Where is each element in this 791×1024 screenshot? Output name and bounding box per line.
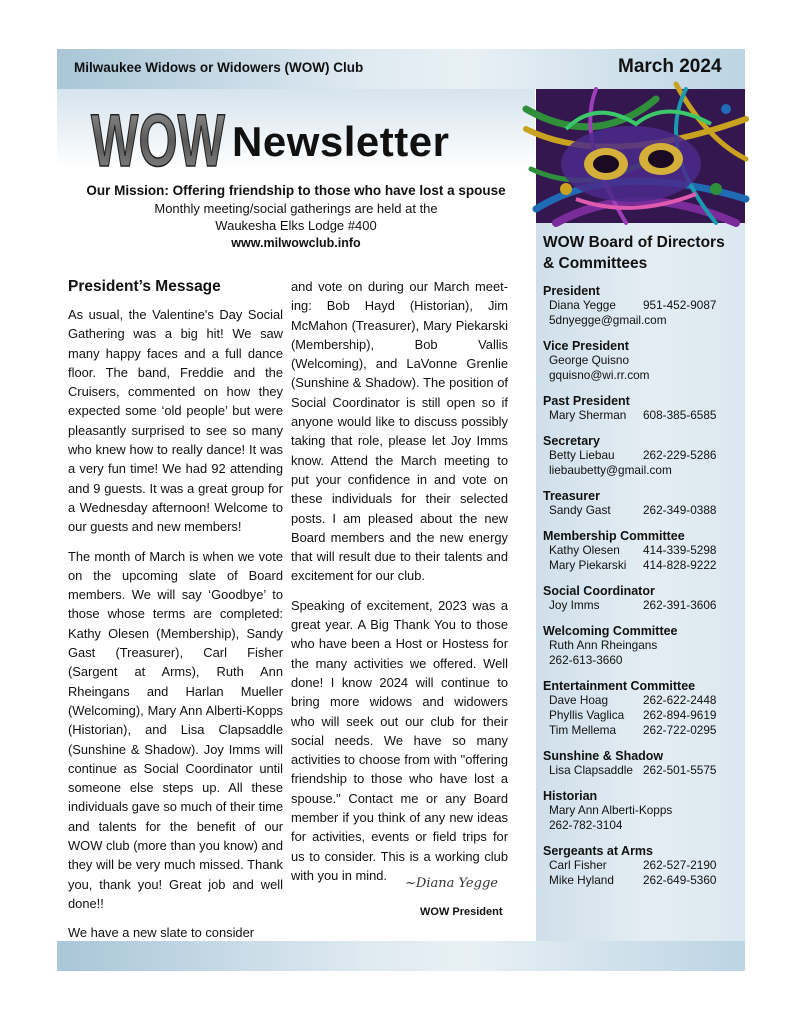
member-phone: 262-501-5575 xyxy=(643,763,717,777)
member-name: Lisa Clapsaddle xyxy=(549,763,633,777)
member-phone: 951-452-9087 xyxy=(643,298,717,312)
wow-logo xyxy=(90,99,226,182)
member-name: Phyllis Vaglica xyxy=(549,708,625,722)
board-member xyxy=(543,463,743,478)
member-name: Dave Hoag xyxy=(549,693,609,707)
article-paragraph: The month of March is when we vote on the upcoming slate of Board members. We will say ‘Goodbye’ to those whose terms are completed: Kathy Olesen (Membership), Sandy Gast (Treasurer), Carl Fisher (Sargent at Arms), Ruth Ann Rheingans and Harlan Mueller (Welcoming), Mary Ann Alberti-Kopps (Historian), and Lisa Clapsaddle (Sunshine & Shadow). Joy Imms will continue as Social Coordinator until someone else steps up. All these individuals gave so much of their time and talents for the benefit of our WOW club (more than you know) and they will be very much missed. Thank you, thank you! Great job and well done!! xyxy=(68,548,283,911)
board-role: Entertainment Committee xyxy=(543,679,696,693)
meeting-line-2: Waukesha Elks Lodge #400 xyxy=(215,218,377,233)
club-name: Milwaukee Widows or Widowers (WOW) Club xyxy=(74,60,364,75)
member-phone: 262-229-5286 xyxy=(643,448,717,462)
board-member xyxy=(543,873,743,888)
member-phone: 262-894-9619 xyxy=(643,708,717,722)
board-member xyxy=(543,298,743,313)
board-member xyxy=(543,638,743,653)
member-name: Mike Hyland xyxy=(549,873,614,887)
member-name: Tim Mellema xyxy=(549,723,617,737)
article-column-1 xyxy=(68,277,283,953)
logo-text: WOW xyxy=(91,99,226,182)
member-name: Mary Ann Alberti-Kopps xyxy=(549,803,673,817)
member-name: Ruth Ann Rheingans xyxy=(549,638,658,652)
signature-role: WOW President xyxy=(420,906,503,918)
board-role: Historian xyxy=(543,789,598,803)
board-role: Treasurer xyxy=(543,489,600,503)
member-phone: 262-622-2448 xyxy=(643,693,717,707)
meeting-line-1: Monthly meeting/social gatherings are held at the xyxy=(154,201,438,216)
member-phone: 262-649-5360 xyxy=(643,873,717,887)
board-role: Sunshine & Shadow xyxy=(543,749,664,763)
article-paragraph: We have a new slate to consider xyxy=(68,925,255,941)
member-name: Betty Liebau xyxy=(549,448,615,462)
member-phone: 262-391-3606 xyxy=(643,598,717,612)
board-role: Vice President xyxy=(543,339,629,353)
member-name: Kathy Olesen xyxy=(549,543,620,557)
article-paragraph: As usual, the Valentine's Day Social Gathering was a big hit! We saw many happy faces and a full dance floor. The band, Freddie and the Cruisers, commented on how they expected some ‘old people’ but were pleasantly surprised to see so many who knew how to really dance! It was a very fun time! We had 92 attending and 9 guests. It was a great group for a Wednesday afternoon! Welcome to our guests and new members! xyxy=(68,307,283,535)
board-role: Past President xyxy=(543,394,630,408)
board-member xyxy=(543,313,743,328)
member-name: Sandy Gast xyxy=(549,503,611,517)
signature: ~Diana Yegge xyxy=(405,876,498,891)
newsletter-title: Newsletter xyxy=(232,118,450,165)
board-member xyxy=(543,558,743,573)
board-role: Secretary xyxy=(543,434,600,448)
board-role: Sergeants at Arms xyxy=(543,844,653,858)
member-name: Diana Yegge xyxy=(549,298,616,312)
member-name: Joy Imms xyxy=(549,598,600,612)
mardi-gras-mask-image xyxy=(536,89,745,223)
board-member xyxy=(543,503,743,518)
board-member xyxy=(543,353,743,368)
member-name: George Quisno xyxy=(549,353,630,367)
member-name: Mary Piekarski xyxy=(549,558,627,572)
article-column-2 xyxy=(291,277,508,895)
board-member xyxy=(543,448,743,463)
board-member xyxy=(543,708,743,723)
member-phone: 414-828-9222 xyxy=(643,558,717,572)
website-link[interactable]: www.milwowclub.info xyxy=(231,236,361,250)
member-phone: 414-339-5298 xyxy=(643,543,717,557)
board-list xyxy=(543,284,743,888)
board-member xyxy=(543,543,743,558)
board-member xyxy=(543,803,743,818)
member-name: Carl Fisher xyxy=(549,858,607,872)
member-phone: 608-385-6585 xyxy=(643,408,717,422)
board-role: President xyxy=(543,284,600,298)
footer-bar xyxy=(57,941,745,971)
board-role: Social Coordinator xyxy=(543,584,655,598)
member-name: Mary Sherman xyxy=(549,408,627,422)
board-member xyxy=(543,763,743,778)
mission-statement: Our Mission: Offering friendship to those who have lost a spouse xyxy=(86,183,506,198)
board-member xyxy=(543,818,743,833)
member-phone: 262-527-2190 xyxy=(643,858,717,872)
board-member xyxy=(543,408,743,423)
article-paragraph: Speaking of excitement, 2023 was a great year. A Big Thank You to those who have been a Host or Hostess for the many activities we offered. Well done! I know 2024 will continue to bring more widows and widowers who will seek out our club for their social needs. We have so many activities to choose from with "offering friendship to those who have lost a spouse." Contact me or any Board member if you think of any new ideas for activities, events or field trips for us to consider. This is a working club with you in mind. xyxy=(291,597,508,883)
board-role: Membership Committee xyxy=(543,529,685,543)
board-member xyxy=(543,598,743,613)
member-name: liebaubetty@gmail.com xyxy=(549,463,672,477)
board-member xyxy=(543,653,743,668)
member-phone: 262-722-0295 xyxy=(643,723,717,737)
board-member xyxy=(543,858,743,873)
board-role: Welcoming Committee xyxy=(543,624,678,638)
article-heading: President’s Message xyxy=(68,278,221,295)
board-member xyxy=(543,693,743,708)
member-name: 262-782-3104 xyxy=(549,818,623,832)
board-member xyxy=(543,368,743,383)
member-name: gquisno@wi.rr.com xyxy=(549,368,650,382)
board-member xyxy=(543,723,743,738)
member-name: 5dnyegge@gmail.com xyxy=(549,313,667,327)
article-paragraph: and vote on during our March meeting: Bob Hayd (Historian), Jim McMahon (Treasurer), Mary Piekarski (Membership), Bob Vallis (Welcoming), and LaVonne Grenlie (Sunshine & Shadow). The position of Social Coordinator is still open so if anyone would like to discuss possibly taking that role, please let Joy Imms know. Attend the March meeting to put your confidence in and vote on these individuals for their selected posts. I am pleased about the new Board members and the new energy that will result due to their talents and excitement for our club. xyxy=(291,279,508,584)
member-phone: 262-349-0388 xyxy=(643,503,717,517)
issue-date: March 2024 xyxy=(618,56,722,77)
board-title: WOW Board of Directors & Committees xyxy=(543,234,725,272)
member-name: 262-613-3660 xyxy=(549,653,623,667)
